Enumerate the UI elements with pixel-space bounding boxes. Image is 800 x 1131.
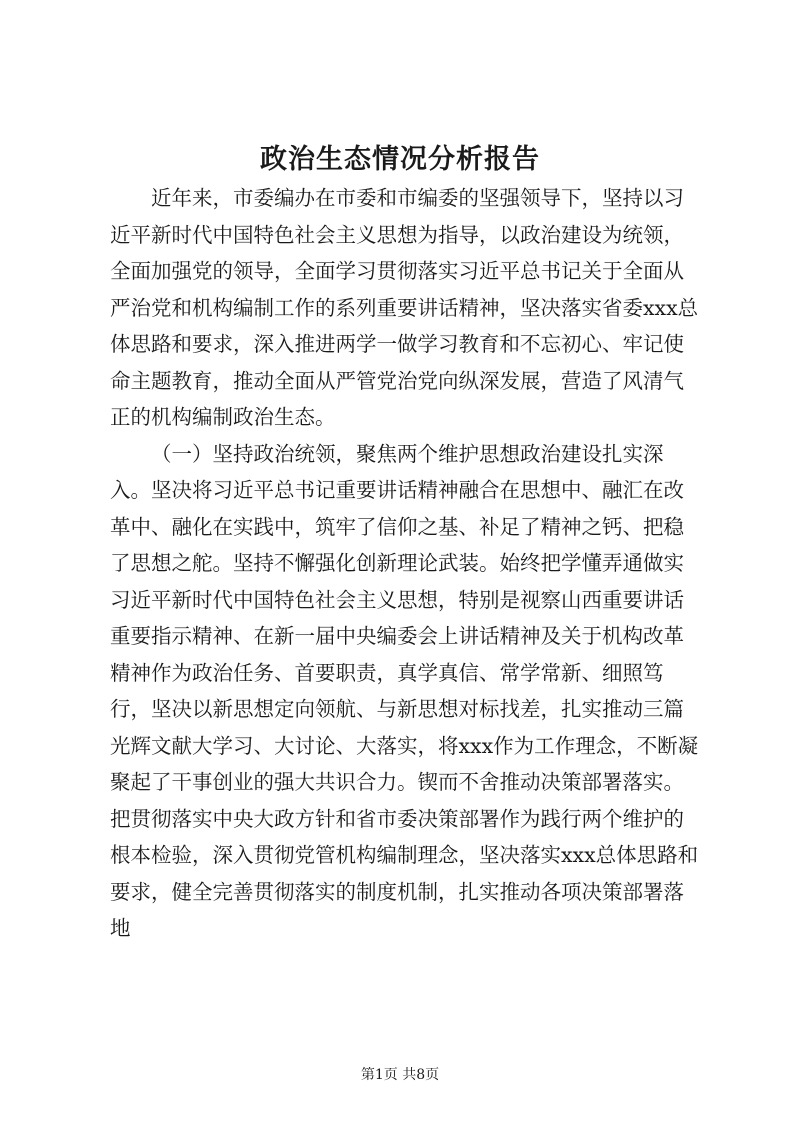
document-body: [110, 180, 700, 947]
document-title: 政治生态情况分析报告: [260, 144, 540, 175]
page-footer: 第1页 共8页: [360, 1067, 440, 1083]
paragraph-intro: 近年来，市委编办在市委和市编委的坚强领导下，坚持以习近平新时代中国特色社会主义思想为指导，以政治建设为统领，全面加强党的领导，全面学习贯彻落实习近平总书记关于全面从严治党和机构编制工作的系列重要讲话精神，坚决落实省委xxx总体思路和要求，深入推进两学一做学习教育和不忘初心、牢记使命主题教育，推动全面从严管党治党向纵深发展，营造了风清气正的机构编制政治生态。: [110, 186, 699, 429]
paragraph-section-1: （一）坚持政治统领，聚焦两个维护思想政治建设扎实深入。坚决将习近平总书记重要讲话精神融合在思想中、融汇在改革中、融化在实践中，筑牢了信仰之基、补足了精神之钙、把稳了思想之舵。坚持不懈强化创新理论武装。始终把学懂弄通做实习近平新时代中国特色社会主义思想，特别是视察山西重要讲话重要指示精神、在新一届中央编委会上讲话精神及关于机构改革精神作为政治任务、首要职责，真学真信、常学常新、细照笃行，坚决以新思想定向领航、与新思想对标找差，扎实推动三篇光辉文献大学习、大讨论、大落实，将xxx作为工作理念，不断凝聚起了干事创业的强大共识合力。锲而不舍推动决策部署落实。把贯彻落实中央大政方针和省市委决策部署作为践行两个维护的根本检验，深入贯彻党管机构编制理念，坚决落实xxx总体思路和要求，健全完善贯彻落实的制度机制，扎实推动各项决策部署落地: [110, 441, 699, 940]
